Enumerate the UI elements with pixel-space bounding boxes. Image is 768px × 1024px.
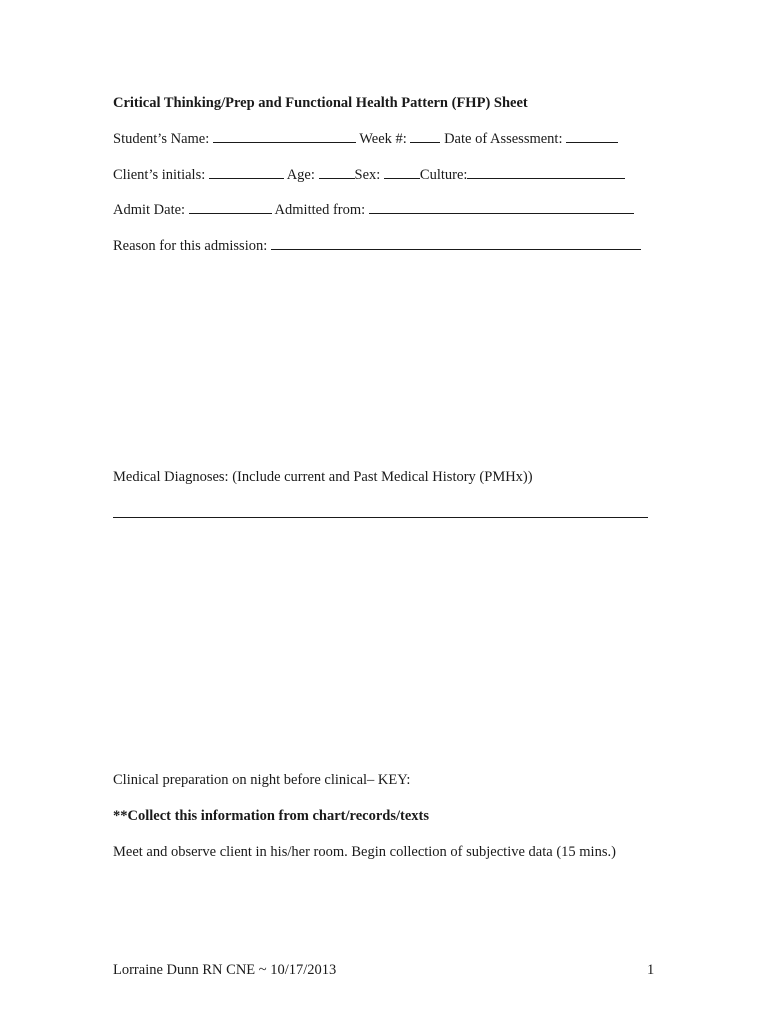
week-label: Week #: bbox=[359, 131, 407, 147]
reason-blank[interactable] bbox=[271, 236, 641, 250]
collect-info-note: **Collect this information from chart/records/texts bbox=[113, 808, 429, 824]
date-of-assessment-label: Date of Assessment: bbox=[444, 131, 563, 147]
clinical-prep-heading: Clinical preparation on night before clinical– KEY: bbox=[113, 772, 411, 788]
student-name-blank[interactable] bbox=[213, 129, 356, 143]
reason-label: Reason for this admission: bbox=[113, 238, 268, 254]
admit-date-label: Admit Date: bbox=[113, 202, 186, 218]
culture-blank[interactable] bbox=[467, 165, 625, 179]
document-title: Critical Thinking/Prep and Functional Health Pattern (FHP) Sheet bbox=[113, 95, 528, 111]
client-info-row bbox=[113, 165, 625, 184]
reason-row bbox=[113, 236, 641, 255]
week-blank[interactable] bbox=[410, 129, 440, 143]
medical-diagnoses-heading: Medical Diagnoses: (Include current and Past Medical History (PMHx)) bbox=[113, 469, 533, 485]
admitted-from-blank[interactable] bbox=[369, 200, 634, 214]
client-initials-label: Client’s initials: bbox=[113, 167, 206, 183]
culture-label: Culture: bbox=[419, 167, 468, 183]
admitted-from-label: Admitted from: bbox=[274, 202, 366, 218]
admit-date-blank[interactable] bbox=[189, 200, 272, 214]
age-blank[interactable] bbox=[319, 165, 355, 179]
footer-author: Lorraine Dunn RN CNE ~ 10/17/2013 bbox=[113, 962, 337, 978]
sex-blank[interactable] bbox=[384, 165, 420, 179]
date-of-assessment-blank[interactable] bbox=[566, 129, 618, 143]
meet-observe-instruction: Meet and observe client in his/her room. Begin collection of subjective data (15 mins.) bbox=[113, 844, 616, 860]
age-label: Age: bbox=[286, 167, 315, 183]
medical-diagnoses-blank[interactable] bbox=[113, 517, 648, 518]
footer-page-number: 1 bbox=[647, 962, 655, 978]
client-initials-blank[interactable] bbox=[209, 165, 284, 179]
student-name-label: Student’s Name: bbox=[113, 131, 210, 147]
sex-label: Sex: bbox=[354, 167, 381, 183]
admit-info-row bbox=[113, 200, 634, 219]
student-info-row bbox=[113, 129, 618, 148]
